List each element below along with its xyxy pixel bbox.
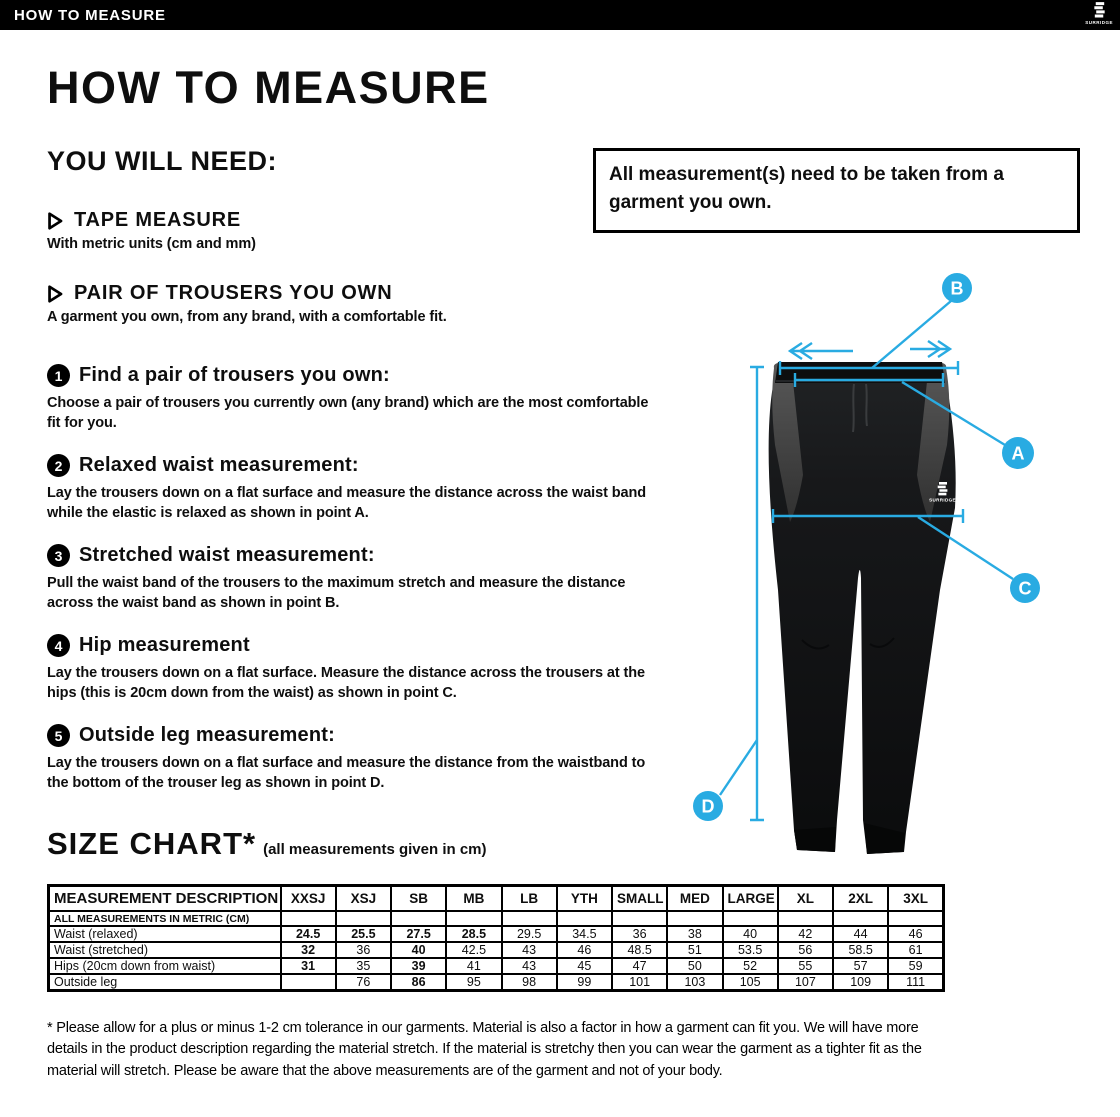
trousers-diagram <box>690 260 1110 860</box>
size-value-cell: 98 <box>502 974 557 991</box>
size-value-cell <box>723 911 778 926</box>
size-value-cell: 95 <box>446 974 501 991</box>
step-2 <box>47 454 659 524</box>
step-number-badge: 2 <box>47 454 70 477</box>
size-value-cell: 31 <box>281 958 336 974</box>
size-value-cell: 43 <box>502 942 557 958</box>
trousers-logo-text: SURRIDGE <box>929 497 956 503</box>
step-title: Find a pair of trousers you own: <box>79 364 390 386</box>
size-value-cell: 47 <box>612 958 667 974</box>
size-value-cell: 109 <box>833 974 888 991</box>
size-value-cell <box>557 911 612 926</box>
table-row <box>49 958 944 974</box>
step-title: Stretched waist measurement: <box>79 544 375 566</box>
stretch-arrow-left <box>790 343 853 359</box>
size-value-cell: 61 <box>888 942 943 958</box>
measure-line-b-leader <box>872 301 951 368</box>
point-a-label: A <box>1011 443 1025 464</box>
size-value-cell: 101 <box>612 974 667 991</box>
size-value-cell: 86 <box>391 974 446 991</box>
size-value-cell: 34.5 <box>557 926 612 942</box>
size-value-cell: 53.5 <box>723 942 778 958</box>
need-item-desc: With metric units (cm and mm) <box>47 236 256 252</box>
size-value-cell <box>502 911 557 926</box>
need-item-desc: A garment you own, from any brand, with a comfortable fit. <box>47 309 447 325</box>
size-value-cell: 56 <box>778 942 833 958</box>
size-value-cell: 51 <box>667 942 722 958</box>
size-value-cell <box>667 911 722 926</box>
point-c-label: C <box>1018 578 1032 599</box>
size-value-cell <box>612 911 667 926</box>
col-header-size: XL <box>778 886 833 912</box>
size-value-cell: 59 <box>888 958 943 974</box>
step-1 <box>47 364 659 434</box>
step-description: Lay the trousers down on a flat surface. Measure the distance across the trousers at the hips (this is 20cm down from the waist) as shown in point C. <box>47 665 645 702</box>
col-header-size: 2XL <box>833 886 888 912</box>
footnote-text: * Please allow for a plus or minus 1-2 cm tolerance in our garments. Material is also a factor in how a garment can fit you. We will have more details in the product description regarding the material stretch. If the material is stretchy then you can wear the garment as a tighter fit as the material will stretch. Please be aware that the above measurements are of the garment and not of your body. <box>47 1020 922 1079</box>
size-chart-heading <box>47 826 487 862</box>
table-row <box>49 926 944 942</box>
size-value-cell: 25.5 <box>336 926 391 942</box>
col-header-size: SB <box>391 886 446 912</box>
need-item-tape-measure <box>47 209 657 252</box>
table-row <box>49 911 944 926</box>
notice-box <box>593 148 1080 233</box>
row-label: Waist (stretched) <box>49 942 281 958</box>
size-value-cell: 105 <box>723 974 778 991</box>
size-value-cell: 35 <box>336 958 391 974</box>
size-value-cell: 42.5 <box>446 942 501 958</box>
size-value-cell <box>778 911 833 926</box>
size-value-cell: 24.5 <box>281 926 336 942</box>
step-number-badge: 3 <box>47 544 70 567</box>
size-value-cell: 46 <box>557 942 612 958</box>
size-value-cell: 48.5 <box>612 942 667 958</box>
col-header-size: YTH <box>557 886 612 912</box>
row-label: ALL MEASUREMENTS IN METRIC (CM) <box>49 911 281 926</box>
top-bar <box>0 0 1120 30</box>
row-label: Hips (20cm down from waist) <box>49 958 281 974</box>
col-header-size: MED <box>667 886 722 912</box>
size-value-cell <box>446 911 501 926</box>
triangle-bullet-icon <box>47 211 64 231</box>
step-number-badge: 4 <box>47 634 70 657</box>
notice-text: All measurement(s) need to be taken from a garment you own. <box>609 164 1004 213</box>
row-label: Waist (relaxed) <box>49 926 281 942</box>
size-value-cell: 42 <box>778 926 833 942</box>
size-value-cell: 40 <box>723 926 778 942</box>
table-row <box>49 974 944 991</box>
size-value-cell: 99 <box>557 974 612 991</box>
size-value-cell <box>391 911 446 926</box>
col-header-description: MEASUREMENT DESCRIPTION <box>49 886 281 912</box>
size-value-cell: 28.5 <box>446 926 501 942</box>
row-label: Outside leg <box>49 974 281 991</box>
step-title: Relaxed waist measurement: <box>79 454 359 476</box>
you-will-need-heading: YOU WILL NEED: <box>47 146 278 176</box>
size-value-cell: 39 <box>391 958 446 974</box>
size-value-cell: 44 <box>833 926 888 942</box>
col-header-size: SMALL <box>612 886 667 912</box>
step-3 <box>47 544 659 614</box>
size-value-cell <box>281 974 336 991</box>
surridge-logo-text: SURRIDGE <box>1085 20 1113 25</box>
need-item-title: TAPE MEASURE <box>74 209 242 231</box>
size-value-cell: 107 <box>778 974 833 991</box>
page-title: HOW TO MEASURE <box>47 62 490 113</box>
step-description: Choose a pair of trousers you currently own (any brand) which are the most comfortable fit for you. <box>47 395 649 432</box>
col-header-size: LARGE <box>723 886 778 912</box>
col-header-size: XXSJ <box>281 886 336 912</box>
measure-line-d-leader <box>720 740 757 795</box>
size-value-cell <box>833 911 888 926</box>
col-header-size: MB <box>446 886 501 912</box>
table-row <box>49 942 944 958</box>
size-value-cell: 57 <box>833 958 888 974</box>
step-5 <box>47 724 659 794</box>
size-value-cell: 32 <box>281 942 336 958</box>
size-value-cell: 40 <box>391 942 446 958</box>
size-value-cell: 50 <box>667 958 722 974</box>
col-header-size: XSJ <box>336 886 391 912</box>
size-value-cell: 38 <box>667 926 722 942</box>
step-4 <box>47 634 659 704</box>
size-value-cell: 43 <box>502 958 557 974</box>
size-value-cell: 36 <box>612 926 667 942</box>
size-value-cell: 36 <box>336 942 391 958</box>
need-item-title: PAIR OF TROUSERS YOU OWN <box>74 282 393 304</box>
surridge-logo <box>1085 2 1113 25</box>
triangle-bullet-icon <box>47 284 64 304</box>
size-value-cell: 27.5 <box>391 926 446 942</box>
size-value-cell: 46 <box>888 926 943 942</box>
need-item-trousers <box>47 282 657 325</box>
size-chart-table <box>47 884 945 992</box>
measure-line-d <box>750 367 764 820</box>
step-number-badge: 1 <box>47 364 70 387</box>
trousers-image <box>769 362 956 854</box>
step-number-badge: 5 <box>47 724 70 747</box>
step-description: Lay the trousers down on a flat surface and measure the distance across the waist band while the elastic is relaxed as shown in point A. <box>47 485 646 522</box>
stretch-arrow-right <box>910 341 950 357</box>
size-value-cell: 76 <box>336 974 391 991</box>
size-value-cell: 52 <box>723 958 778 974</box>
size-chart-title: SIZE CHART* <box>47 826 257 861</box>
step-title: Outside leg measurement: <box>79 724 335 746</box>
size-value-cell: 103 <box>667 974 722 991</box>
size-value-cell: 111 <box>888 974 943 991</box>
size-value-cell: 45 <box>557 958 612 974</box>
size-value-cell <box>281 911 336 926</box>
size-value-cell: 41 <box>446 958 501 974</box>
col-header-size: LB <box>502 886 557 912</box>
point-d-label: D <box>701 796 715 817</box>
step-description: Pull the waist band of the trousers to the maximum stretch and measure the distance across the waist band as shown in point B. <box>47 575 626 612</box>
point-b-label: B <box>950 278 964 299</box>
size-value-cell: 58.5 <box>833 942 888 958</box>
step-description: Lay the trousers down on a flat surface and measure the distance from the waistband to the bottom of the trouser leg as shown in point D. <box>47 755 646 792</box>
size-value-cell: 29.5 <box>502 926 557 942</box>
col-header-size: 3XL <box>888 886 943 912</box>
size-chart-subtitle: (all measurements given in cm) <box>263 841 487 858</box>
size-value-cell: 55 <box>778 958 833 974</box>
size-value-cell <box>336 911 391 926</box>
surridge-s-icon <box>1092 2 1107 19</box>
step-title: Hip measurement <box>79 634 250 656</box>
size-value-cell <box>888 911 943 926</box>
top-bar-title: HOW TO MEASURE <box>14 6 166 24</box>
